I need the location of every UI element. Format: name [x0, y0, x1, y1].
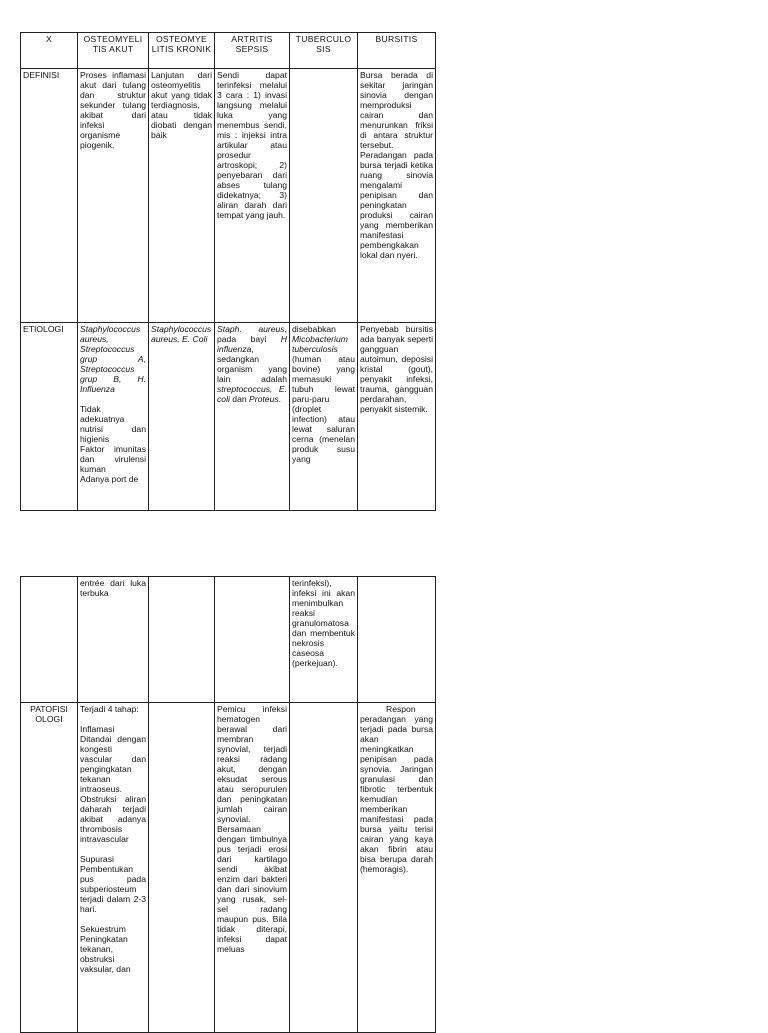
- definisi-akut: Proses inflamasi akut dari tulang dan struktur sekunder tulang akibat dari infeksi organisme piogenik.: [78, 69, 149, 323]
- patofisiologi-akut-intro: Terjadi 4 tahap:: [80, 704, 139, 714]
- header-osteomyelitis-kronik: OSTEOMYE LITIS KRONIK: [149, 33, 215, 69]
- header-tuberculosis: TUBERCULO SIS: [290, 33, 358, 69]
- etiologi-sepsis-period: .: [278, 394, 282, 404]
- etiologi-sepsis: [215, 323, 290, 511]
- etiologi-kronik-organisms: Staphylococcus aureus, E. Coli: [151, 324, 212, 344]
- etiologi-tbc-text1: disebabkan: [292, 324, 336, 334]
- patofisiologi-akut-sekuestrum: Sekuestrum Peningkatan tekanan, obstruksi vaksular, dan: [80, 924, 131, 974]
- etiologi-akut-nutrisi: Tidak adekuatnya nutrisi dan higienis: [80, 404, 146, 444]
- patofisiologi-akut-inflamasi: Inflamasi Ditandai dengan kongesti vascular dan pengingkatan tekanan intraoseus. Obstruksi aliran daharah terjadi akibat adanya thrombosis intravascular: [80, 724, 146, 844]
- cont-label: [21, 577, 78, 703]
- row-label-patofisiologi: PATOFISI OLOGI: [21, 703, 78, 1033]
- cont-kronik: [149, 577, 215, 703]
- cont-sepsis: [215, 577, 290, 703]
- disease-comparison-table-page2: [20, 576, 436, 1033]
- etiologi-sepsis-proteus: Proteus: [249, 394, 279, 404]
- row-definisi: [21, 69, 436, 323]
- patofisiologi-kronik: [149, 703, 215, 1033]
- row-label-definisi: DEFINISI: [21, 69, 78, 323]
- cont-bursitis: [358, 577, 436, 703]
- cont-akut: entrée dari luka terbuka: [78, 577, 149, 703]
- header-bursitis: BURSITIS: [358, 33, 436, 69]
- row-etiologi: [21, 323, 436, 511]
- etiologi-kronik: [149, 323, 215, 511]
- patofisiologi-bursitis: Respon peradangan yang terjadi pada bursa akan meningkatkan penipisan pada synovia. Jaringan granulasi dan fibrotic terbentuk kemudian memberikan manifestasi pada bursa yaitu terisi cairan yang kaya akan fibrin atau bisa berupa darah (hemoragis).: [358, 703, 436, 1033]
- etiologi-akut-port: Adanya port de: [80, 474, 139, 484]
- header-artritis-sepsis: ARTRITIS SEPSIS: [215, 33, 290, 69]
- header-osteomyelitis-akut: OSTEOMYELI TIS AKUT: [78, 33, 149, 69]
- etiologi-akut-organisms: Staphylococcus aureus, Streptococcus grup A, Streptococcus grup B, H. Influenza: [80, 324, 146, 394]
- definisi-bursitis: Bursa berada di sekitar jaringan sinovia dengan memproduksi cairan dan menurunkan friksi di antara struktur tersebut. Peradangan pada bursa terjadi ketika ruang sinovia mengalami penipisan dan peningkatan produksi cairan yang memberikan manifestasi pembengkakan lokal dan nyeri.: [358, 69, 436, 323]
- patofisiologi-akut-supurasi: Supurasi Pembentukan pus pada subperiosteum terjadi dalam 2-3 hari.: [80, 854, 146, 914]
- etiologi-sepsis-staph: Staph. aureus,: [217, 324, 287, 334]
- cont-tuberculosis: terinfeksi), infeksi ini akan menimbulkan reaksi granulomatosa dan membentuk nekrosis caseosa (perkejuan).: [290, 577, 358, 703]
- etiologi-bursitis: Penyebab bursitis ada banyak seperti gangguan autoimun, deposisi kristal (gout), penyakit infeksi, trauma, gangguan perdarahan, penyakit sistemik.: [358, 323, 436, 511]
- header-row: [21, 33, 436, 69]
- row-patofisiologi: [21, 703, 436, 1033]
- row-label-etiologi: ETIOLOGI: [21, 323, 78, 511]
- etiologi-sepsis-strep: streptococcus, E. coli: [217, 384, 287, 404]
- etiologi-sepsis-text2: , sedangkan organism yang lain adalah: [217, 344, 287, 384]
- etiologi-tbc-text2: (human atau bovine) yang memasuki tubuh lewat paru-paru (droplet infection) atau lewat saluran cerna (menelan produk susu yang: [292, 354, 355, 464]
- etiologi-sepsis-text3: dan: [229, 394, 250, 404]
- header-x: X: [21, 33, 78, 69]
- etiologi-tbc-organism: Micobacterium tuberculosis: [292, 334, 348, 354]
- etiologi-akut-imunitas: Faktor imunitas dan virulensi kuman: [80, 444, 146, 474]
- etiologi-sepsis-text1: pada bayi: [217, 334, 281, 344]
- patofisiologi-sepsis: Pemicu infeksi hematogen berawal dari membran synovial, terjadi reaksi radang akut, dengan eksudat serous atau seropurulen dan peningkatan jumlah cairan synovial. Bersamaan dengan timbulnya pus terjadi erosi dari kartilago sendi akibat enzim dari bakteri dan dari sinovium yang rusak, sel-sel radang maupun pus. Bila tidak diterapi, infeksi dapat meluas: [215, 703, 290, 1033]
- etiologi-akut: [78, 323, 149, 511]
- definisi-tuberculosis: [290, 69, 358, 323]
- definisi-sepsis: Sendi dapat terinfeksi melalui 3 cara : 1) invasi langsung melalui luka yang menembus sendi, mis : injeksi intra artikular atau prosedur artroskopi; 2) penyebaran dari abses tulang didekatnya; 3) aliran darah dari tempat yang jauh.: [215, 69, 290, 323]
- disease-comparison-table-page1: [20, 32, 436, 511]
- patofisiologi-tuberculosis: [290, 703, 358, 1033]
- etiologi-sepsis-hinfluenza: H influenza: [217, 334, 287, 354]
- patofisiologi-akut: [78, 703, 149, 1033]
- row-continuation: [21, 577, 436, 703]
- etiologi-tuberculosis: [290, 323, 358, 511]
- definisi-kronik: Lanjutan dari osteomyelitis akut yang tidak terdiagnosis, atau tidak diobati dengan baik: [149, 69, 215, 323]
